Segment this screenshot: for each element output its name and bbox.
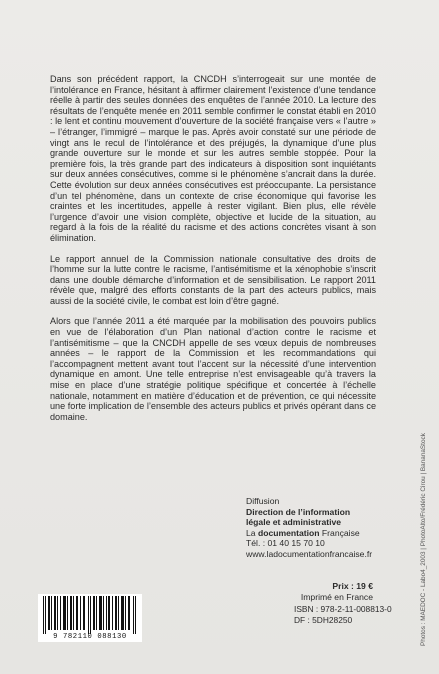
publisher-direction-line2: légale et administrative — [246, 517, 342, 528]
diffusion-block — [246, 496, 416, 560]
photo-credit — [420, 408, 430, 646]
catalog-info — [294, 604, 404, 625]
body-text — [50, 74, 376, 432]
barcode-icon — [38, 594, 142, 634]
price-block — [246, 581, 373, 602]
publisher-name: La documentation Française — [246, 527, 360, 538]
paragraph-report: Le rapport annuel de la Commission nationale consultative des droits de l’homme sur la lutte contre le racisme, l’antisémitisme et la xénophobie s’inscrit dans une double démarche d’information et de sensibilisation. Le rapport 2011 révèle que, malgré des efforts constants de la part des acteurs publics, mais aussi de la société civile, le combat est loin d’être gagné. — [50, 253, 376, 306]
barcode — [38, 594, 142, 642]
price-label: Prix : 19 € — [332, 581, 373, 591]
photo-credit-text: Photos : MAEDOC - Labo4_2003 | PhotoAlto/Frédéric Cirou | BananaStock — [420, 433, 427, 646]
publisher-direction-line1: Direction de l’information — [246, 506, 351, 517]
printed-in: Imprimé en France — [300, 591, 373, 602]
barcode-digits: 9 782110 088130 — [53, 633, 127, 641]
isbn: ISBN : 978-2-11-008813-0 — [294, 604, 392, 614]
publisher-phone: Tél. : 01 40 15 70 10 — [246, 538, 325, 549]
diffusion-label: Diffusion — [246, 496, 280, 506]
paragraph-intro: Dans son précédent rapport, la CNCDH s’interrogeait sur une montée de l’intolérance en France, hésitant à affirmer clairement l’existence d’une tendance réelle à partir des seules données des enquêtes de l’année 2010. La lecture des résultats de l’enquête menée en 2011 semble confirmer le constat établi en 2010 : le lent et continu mouvement d’ouverture de la société française vers « l’autre » – l’étranger, l’immigré – marque le pas. Après avoir constaté sur une période de vingt ans le recul de l’intolérance et des préjugés, la dynamique d’une plus grande ouverture sur le monde et sur les autres semble stoppée. Pour la première fois, la très grande part des indicateurs à disposition sont inquiétants sur deux années consécutives, comme si le phénomène s’ancrait dans la durée. Cette évolution sur deux années consécutives est préoccupante. La persistance d’un tel phénomène, dans un contexte de crise économique qui favorise les craintes et les incertitudes, appelle à rester vigilant. Bien plus, elle révèle l’urgence d’avoir une vision complète, objective et lucide de la situation, au regard à la fois de la réalité du racisme et des actions concrètes visant à son élimination. — [50, 74, 376, 243]
df-code: DF : 5DH28250 — [294, 614, 353, 625]
publisher-website: www.ladocumentationfrancaise.fr — [246, 548, 373, 559]
paragraph-plan: Alors que l’année 2011 a été marquée par la mobilisation des pouvoirs publics en vue de l’élaboration d’un Plan national d’action contre le racisme et l’antisémitisme – que la CNCDH appelle de ses vœux depuis de nombreuses années – le rapport de la Commission et les recommandations qui l’accompagnent mettent avant tout l’accent sur la nécessité d’une intervention dynamique en amont. Une telle entreprise n’est envisageable qu’à travers la mise en place d’une stratégie politique spécifique et concertée à l’échelle nationale, notamment en matière d’éducation et de prévention, ce qui nécessite une forte implication de l’ensemble des acteurs publics et privés opérant dans ce domaine. — [50, 316, 376, 422]
